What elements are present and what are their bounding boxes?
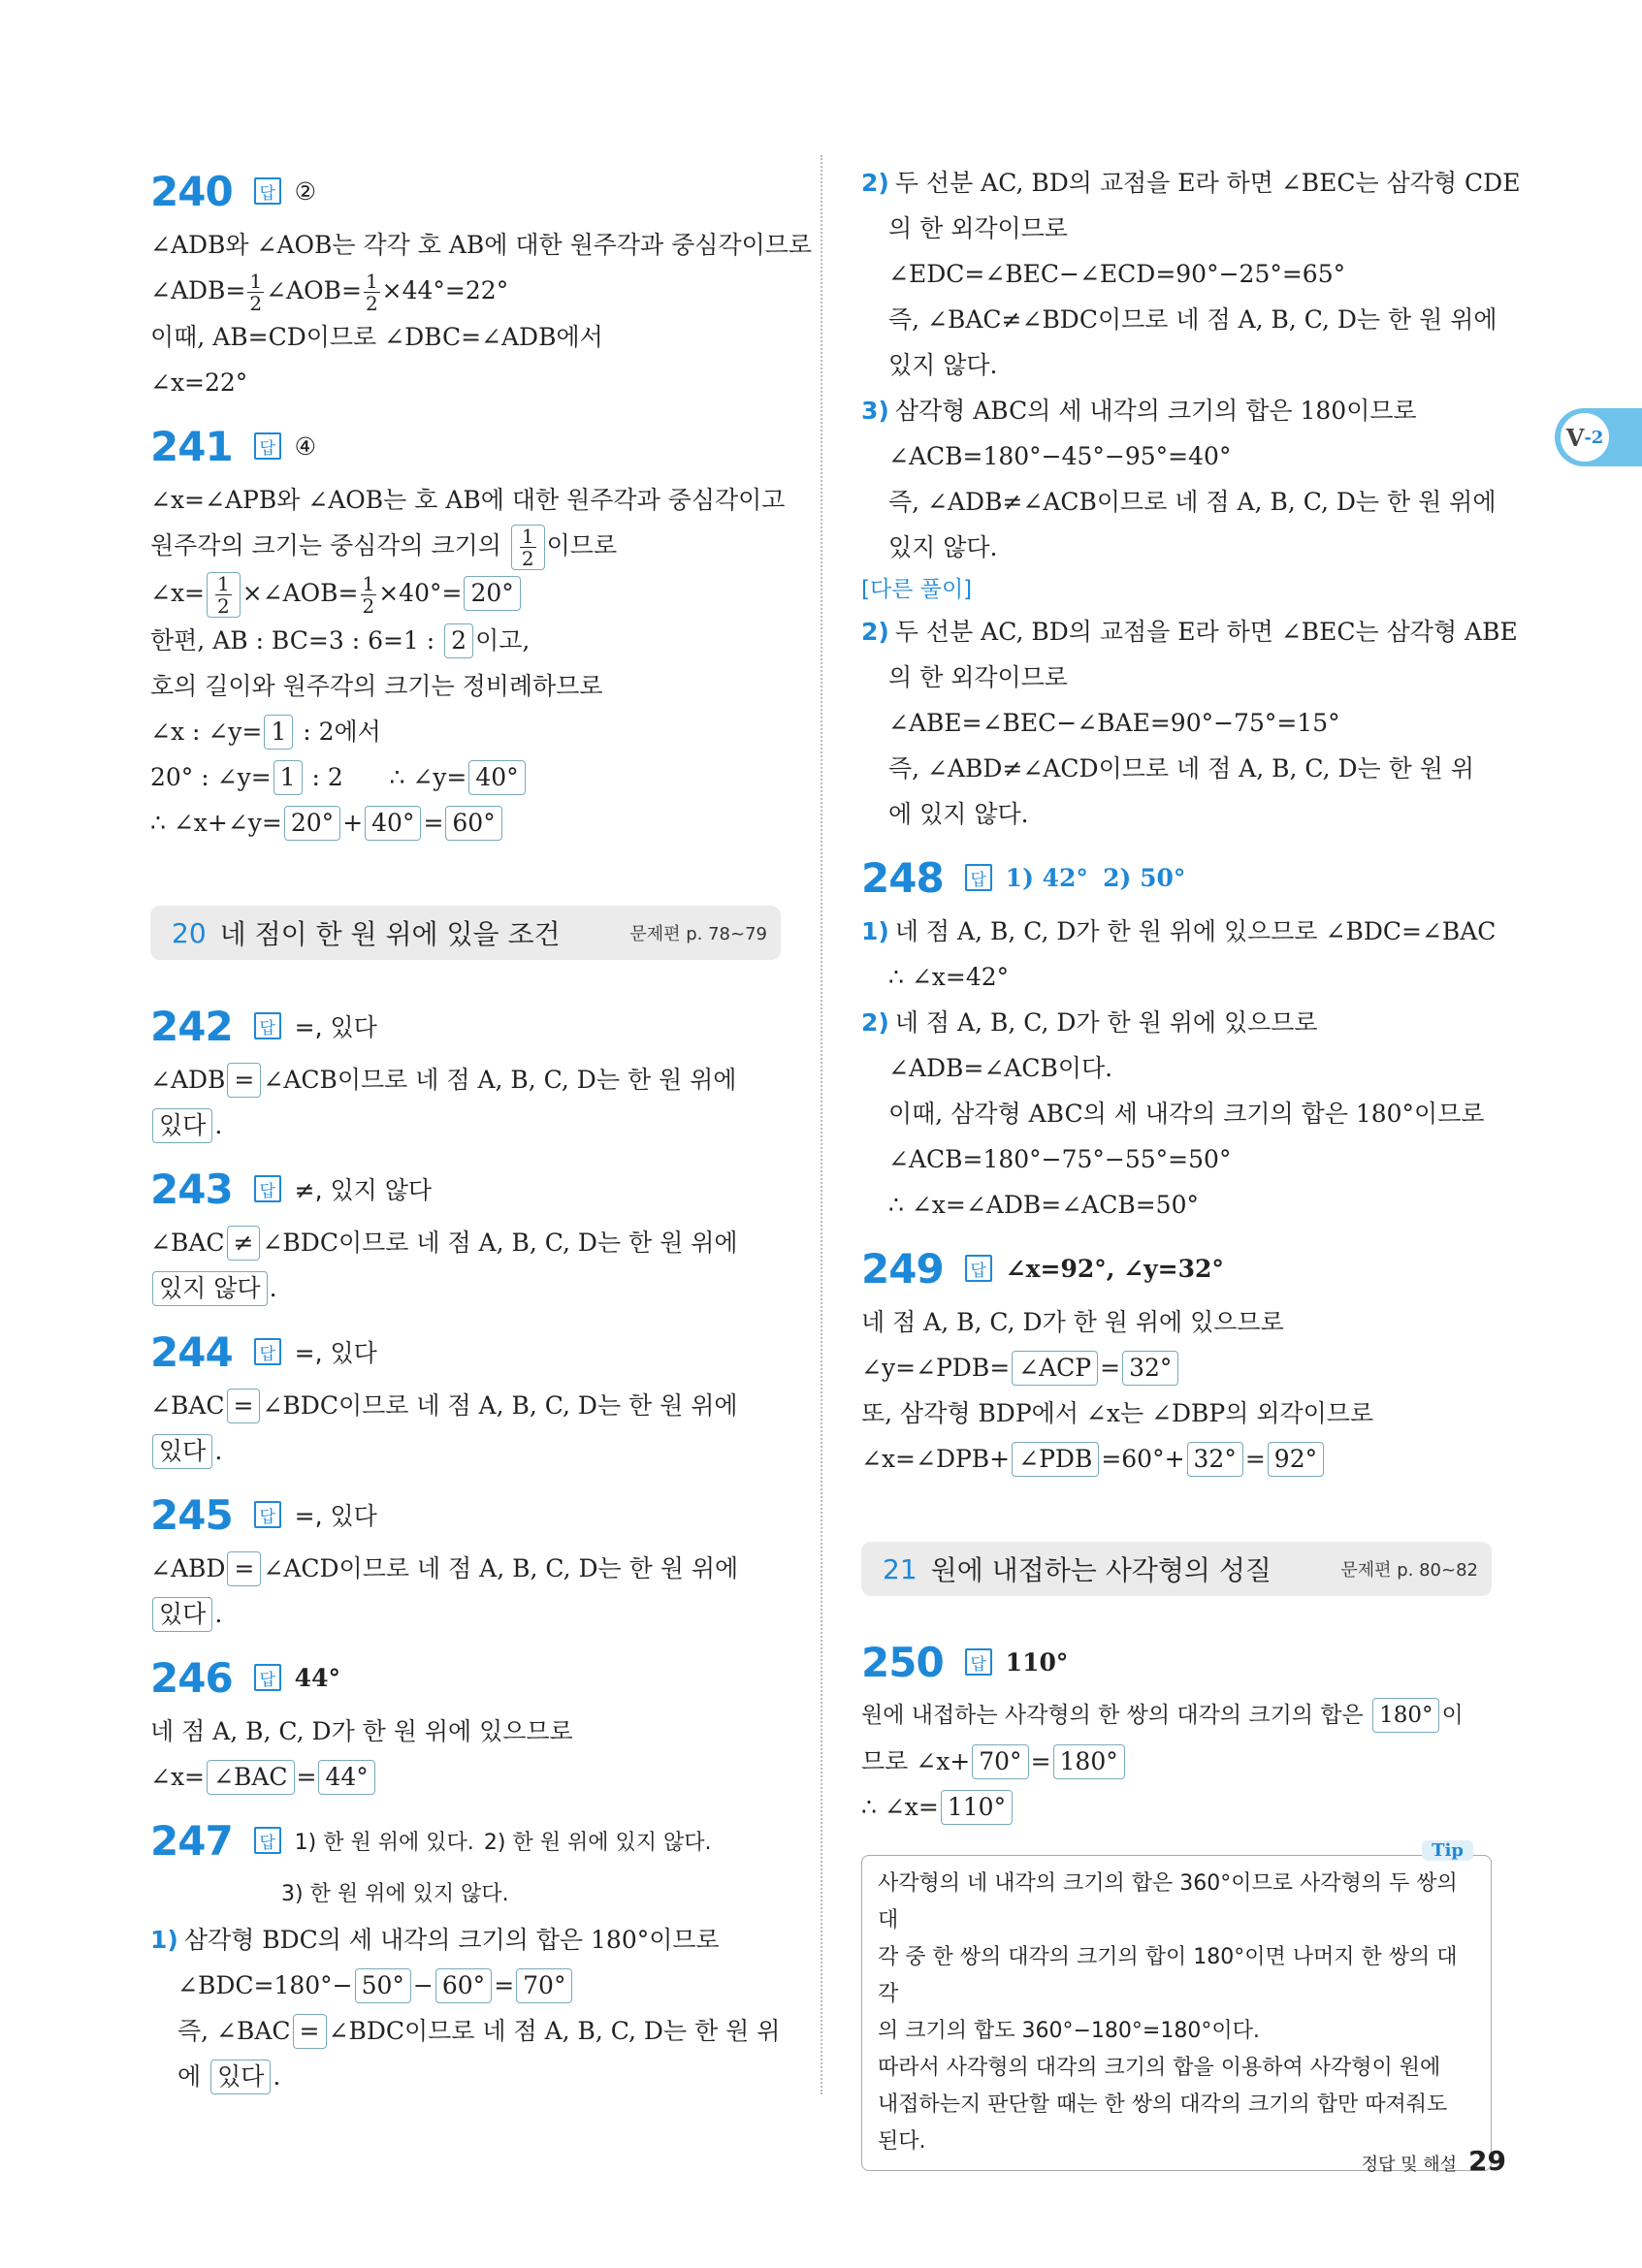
- page-number: 29: [1468, 2145, 1506, 2177]
- answer: ④: [294, 431, 317, 461]
- problem-247: 247 답 1) 한 원 위에 있다. 2) 한 원 위에 있지 않다. 3) 한 원 위에 있지 않다. 1) 삼각형 BDC의 세 내각의 크기의 합은 180°이므로 ∠BDC=180°− 50° − 60° = 70° 즉, ∠BAC = ∠BDC이므로 네 점 A, B, C, D는 한 원 위 에 있다 .: [150, 1809, 781, 2099]
- answer-label: 답: [254, 432, 281, 460]
- page-footer: 정답 및 해설 29: [1361, 2145, 1506, 2177]
- problem-246: 246 답 44° 네 점 A, B, C, D가 한 원 위에 있으므로 ∠x= ∠BAC = 44°: [150, 1646, 781, 1800]
- section-header-20: 20 네 점이 한 원 위에 있을 조건 문제편 p. 78~79: [150, 906, 781, 960]
- problem-242: 242 답 =, 있다 ∠ADB = ∠ACB이므로 네 점 A, B, C, D는 한 원 위에 있다 .: [150, 995, 781, 1148]
- section-header-21: 21 원에 내접하는 사각형의 성질 문제편 p. 80~82: [861, 1542, 1492, 1596]
- problem-248: 248 답 1) 42° 2) 50° 1) 네 점 A, B, C, D가 한 원 위에 있으므로 ∠BDC=∠BAC ∴ ∠x=42° 2) 네 점 A, B, C, D가 한 원 위에 있으므로 ∠ADB=∠ACB이다. 이때, 삼각형 ABC의 세 내각의 크기의 합은 180°이므로 ∠ACB=180°−75°−55°=50° ∴ ∠x=∠ADB=∠ACB=50°: [861, 853, 1497, 1219]
- answer-label: 답: [254, 177, 281, 205]
- problem-250: 250 답 110° 원에 내접하는 사각형의 한 쌍의 대각의 크기의 합은 180° 이 므로 ∠x+ 70° = 180° ∴ ∠x= 110°: [861, 1631, 1492, 1830]
- problem-249: 249 답 ∠x=92°, ∠y=32° 네 점 A, B, C, D가 한 원 위에 있으므로 ∠y=∠PDB= ∠ACP = 32° 또, 삼각형 BDP에서 ∠x는 ∠DBP의 외각이므로 ∠x=∠DPB+ ∠PDB =60°+ 32° = 92°: [861, 1237, 1492, 1482]
- chapter-tab: V -2: [1555, 408, 1642, 466]
- problem-241: 241 답 ④ ∠x=∠APB와 ∠AOB는 호 AB에 대한 원주각과 중심각이고 원주각의 크기는 중심각의 크기의 $\frac{1}{2}$ 이므로 ∠x= $\frac{1}{2}$ ×∠AOB= $\frac{1}{2}$ ×40°= 20° 한편, AB : BC=3 : 6=1 : 2 이고, 호의 길이와 원주각의 크기는 정비례하므로 ∠x : ∠y= 1 : 2에서 20° : ∠y= 1 : 2 ∴ ∠y= 40° ∴ ∠x+∠y= 20° + 40° = 60°: [150, 415, 781, 846]
- right-column: [861, 160, 1521, 2171]
- problem-240: 240 답 ② ∠ADB와 ∠AOB는 각각 호 AB에 대한 원주각과 중심각이므로 ∠ADB= $\frac{1}{2}$ ∠AOB= $\frac{1}{2}$ ×44°=22° 이때, AB=CD이므로 ∠DBC=∠ADB에서 ∠x=22°: [150, 167, 813, 397]
- alt-solution-label: [다른 풀이]: [861, 577, 973, 602]
- problem-245: 245 답 =, 있다 ∠ABD = ∠ACD이므로 네 점 A, B, C, D는 한 원 위에 있다 .: [150, 1484, 781, 1637]
- tip-box: Tip 사각형의 네 내각의 크기의 합은 360°이므로 사각형의 두 쌍의 대 각 중 한 쌍의 대각의 크기의 합이 180°이면 나머지 한 쌍의 대각 의 크기의 합도 360°−180°=180°이다. 따라서 사각형의 대각의 크기의 합을 이용하여 사각형이 원에 내접하는지 판단할 때는 한 쌍의 대각의 크기의 합만 따져줘도 된다.: [861, 1855, 1492, 2171]
- column-divider: [821, 155, 822, 2094]
- answer: ②: [294, 176, 317, 206]
- problem-number: 241: [150, 422, 233, 470]
- left-column: [150, 160, 813, 2109]
- problem-243: 243 답 ≠, 있지 않다 ∠BAC ≠ ∠BDC이므로 네 점 A, B, C, D는 한 원 위에 있지 않다 .: [150, 1158, 781, 1311]
- problem-247-continued: 2) 두 선분 AC, BD의 교점을 E라 하면 ∠BEC는 삼각형 CDE 의 한 외각이므로 ∠EDC=∠BEC−∠ECD=90°−25°=65° 즉, ∠BAC≠∠BDC이므로 네 점 A, B, C, D는 한 원 위에 있지 않다. 3) 삼각형 ABC의 세 내각의 크기의 합은 180이므로 ∠ACB=180°−45°−95°=40° 즉, ∠ADB≠∠ACB이므로 네 점 A, B, C, D는 한 원 위에 있지 않다. [다른 풀이] 2) 두 선분 AC, BD의 교점을 E라 하면 ∠BEC는 삼각형 ABE 의 한 외각이므로 ∠ABE=∠BEC−∠BAE=90°−75°=15° 즉, ∠ABD≠∠ACD이므로 네 점 A, B, C, D는 한 원 위 에 있지 않다.: [861, 169, 1521, 828]
- tip-label: Tip: [1422, 1840, 1473, 1861]
- problem-number: 240: [150, 167, 233, 215]
- problem-244: 244 답 =, 있다 ∠BAC = ∠BDC이므로 네 점 A, B, C, D는 한 원 위에 있다 .: [150, 1321, 781, 1474]
